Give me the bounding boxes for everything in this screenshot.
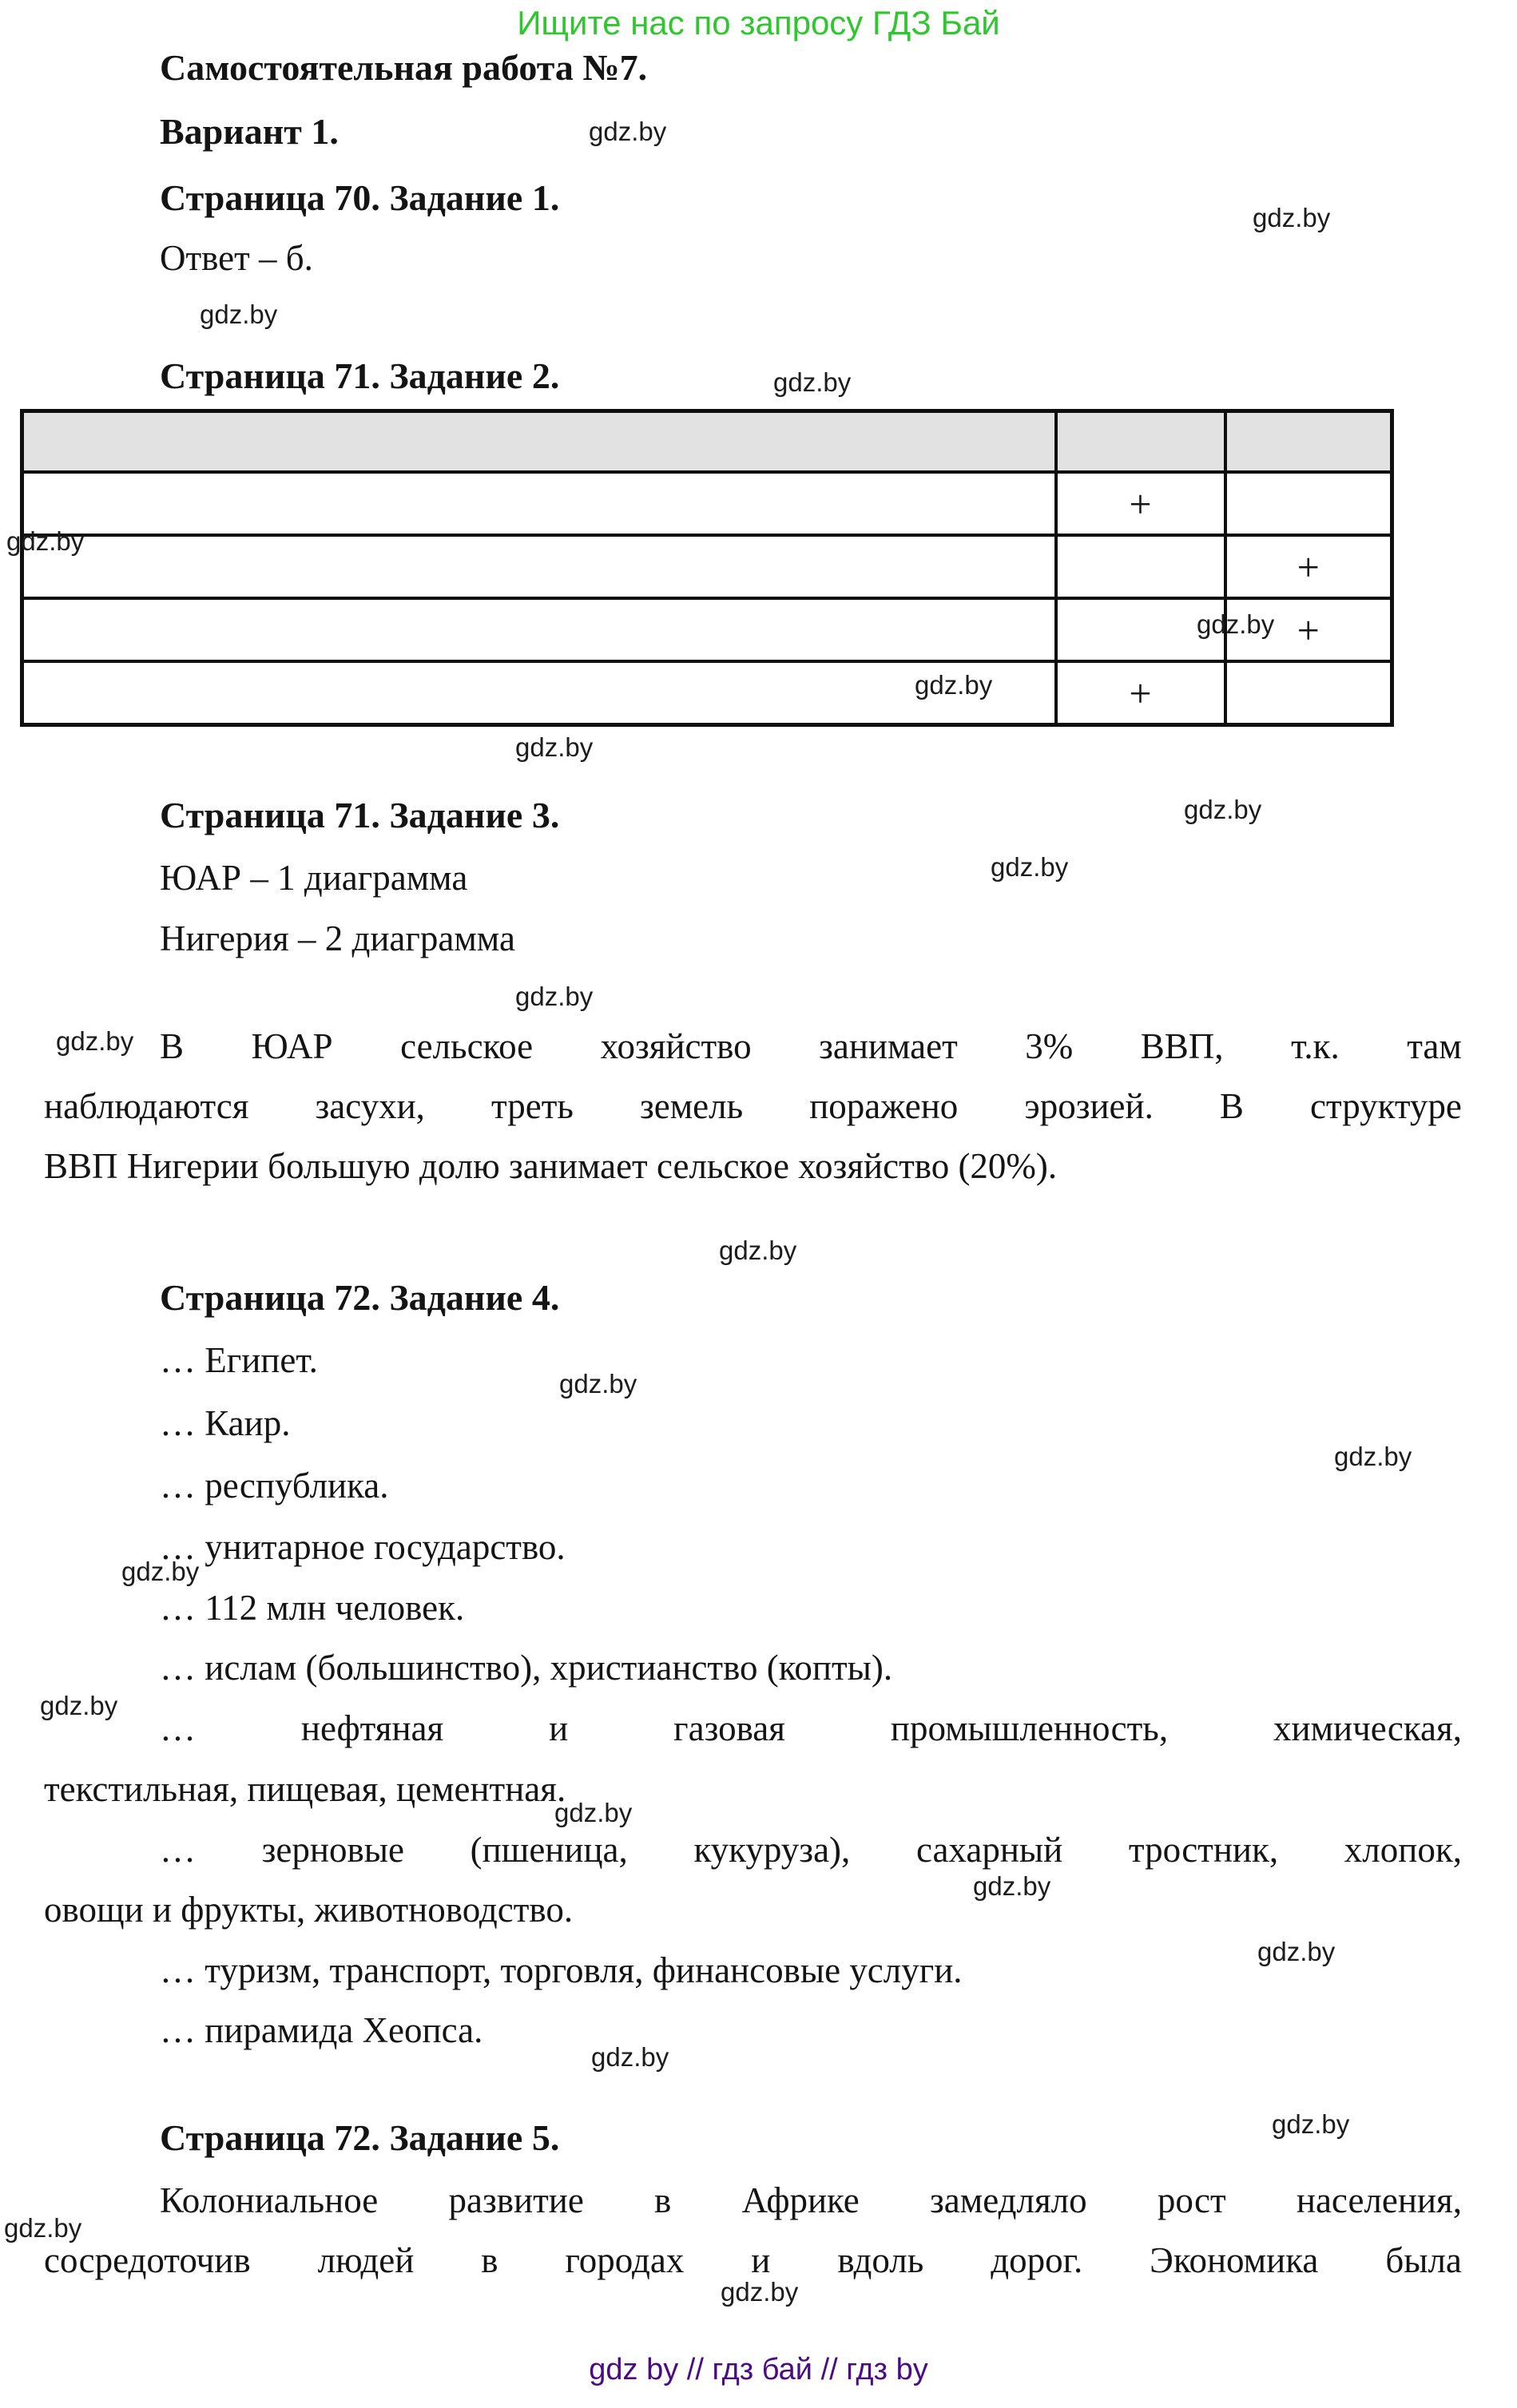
empty-cell [22, 535, 1056, 598]
task4-heading: Страница 72. Задание 4. [160, 1277, 560, 1318]
task4-item-industry: … нефтяная и газовая промышленность, химическая, [160, 1708, 1462, 1748]
gdz-watermark: gdz.by [1253, 203, 1331, 232]
doc-variant: Вариант 1. [160, 111, 339, 152]
gdz-watermark: gdz.by [200, 300, 278, 329]
empty-cell [1056, 535, 1225, 598]
task2-heading: Страница 71. Задание 2. [160, 355, 560, 396]
site-notice: Ищите нас по запросу ГДЗ Бай [517, 4, 1000, 42]
task3-paragraph-line-1: В ЮАР сельское хозяйство занимает 3% ВВП, т.к. там [160, 1026, 1462, 1066]
empty-cell [22, 411, 1056, 473]
gdz-watermark: gdz.by [1184, 795, 1262, 824]
plus-mark-cell: + [1056, 661, 1225, 725]
task5-paragraph-line-2: сосредоточив людей в городах и вдоль дорог. Экономика была [44, 2240, 1462, 2280]
gdz-watermark: gdz.by [1334, 1442, 1412, 1471]
task4-item-agriculture: … зерновые (пшеница, кукуруза), сахарный тростник, хлопок, [160, 1830, 1462, 1870]
task3-heading: Страница 71. Задание 3. [160, 795, 560, 835]
task3-paragraph-line-2: наблюдаются засухи, треть земель поражено эрозией. В структуре [44, 1086, 1462, 1126]
gdz-watermark: gdz.by [1257, 1937, 1336, 1966]
task3-paragraph-line-3: ВВП Нигерии большую долю занимает сельское хозяйство (20%). [44, 1146, 1058, 1186]
plus-mark-cell: + [1225, 535, 1392, 598]
task5-paragraph-line-1: Колониальное развитие в Африке замедляло рост населения, [160, 2180, 1462, 2220]
task4-item-unitary-state: … унитарное государство. [160, 1527, 566, 1567]
task4-item-services: … туризм, транспорт, торговля, финансовые услуги. [160, 1950, 963, 1990]
task4-item-religion: … ислам (большинство), христианство (копты). [160, 1648, 893, 1688]
gdz-watermark: gdz.by [773, 367, 852, 397]
task1-heading: Страница 70. Задание 1. [160, 177, 560, 218]
task3-line-2: Нигерия – 2 диаграмма [160, 918, 515, 958]
plus-mark-cell: + [1225, 598, 1392, 661]
task4-item-agriculture-cont: овощи и фрукты, животноводство. [44, 1890, 574, 1930]
gdz-watermark: gdz.by [4, 2213, 82, 2243]
gdz-watermark: gdz.by [589, 117, 667, 146]
empty-cell [1225, 472, 1392, 535]
gdz-watermark: gdz.by [40, 1691, 118, 1720]
gdz-watermark: gdz.by [6, 526, 85, 556]
gdz-watermark: gdz.by [554, 1798, 633, 1827]
gdz-watermark: gdz.by [719, 1236, 797, 1265]
footer-site-links: gdz by // гдз бай // гдз by [589, 2353, 928, 2386]
task4-item-landmark: … пирамида Хеопса. [160, 2010, 483, 2050]
plus-mark-cell: + [1056, 472, 1225, 535]
empty-cell [1225, 661, 1392, 725]
empty-cell [1056, 411, 1225, 473]
task2-table-body [22, 411, 1392, 725]
gdz-watermark: gdz.by [1197, 609, 1275, 639]
task4-item-population: … 112 млн человек. [160, 1588, 465, 1628]
doc-title: Самостоятельная работа №7. [160, 47, 648, 88]
gdz-watermark: gdz.by [515, 732, 594, 762]
task2-table [20, 409, 1394, 727]
task3-line-1: ЮАР – 1 диаграмма [160, 858, 468, 898]
empty-cell [22, 472, 1056, 535]
gdz-watermark: gdz.by [1272, 2109, 1350, 2139]
task5-heading: Страница 72. Задание 5. [160, 2117, 560, 2158]
task4-item-capital-city: … Каир. [160, 1403, 291, 1443]
gdz-watermark: gdz.by [973, 1871, 1051, 1901]
gdz-watermark: gdz.by [991, 852, 1069, 882]
task4-item-capital-country: … Египет. [160, 1340, 318, 1380]
empty-cell [1225, 411, 1392, 473]
empty-cell [22, 661, 1056, 725]
gdz-watermark: gdz.by [591, 2042, 669, 2072]
gdz-watermark: gdz.by [915, 670, 993, 700]
task1-answer: Ответ – б. [160, 238, 313, 278]
gdz-watermark: gdz.by [559, 1369, 637, 1398]
task4-item-industry-cont: текстильная, пищевая, цементная. [44, 1769, 566, 1809]
gdz-watermark: gdz.by [121, 1557, 200, 1586]
gdz-watermark: gdz.by [515, 982, 594, 1011]
empty-cell [22, 598, 1056, 661]
gdz-watermark: gdz.by [56, 1026, 134, 1056]
task4-item-republic: … республика. [160, 1466, 389, 1505]
gdz-watermark: gdz.by [721, 2277, 799, 2307]
